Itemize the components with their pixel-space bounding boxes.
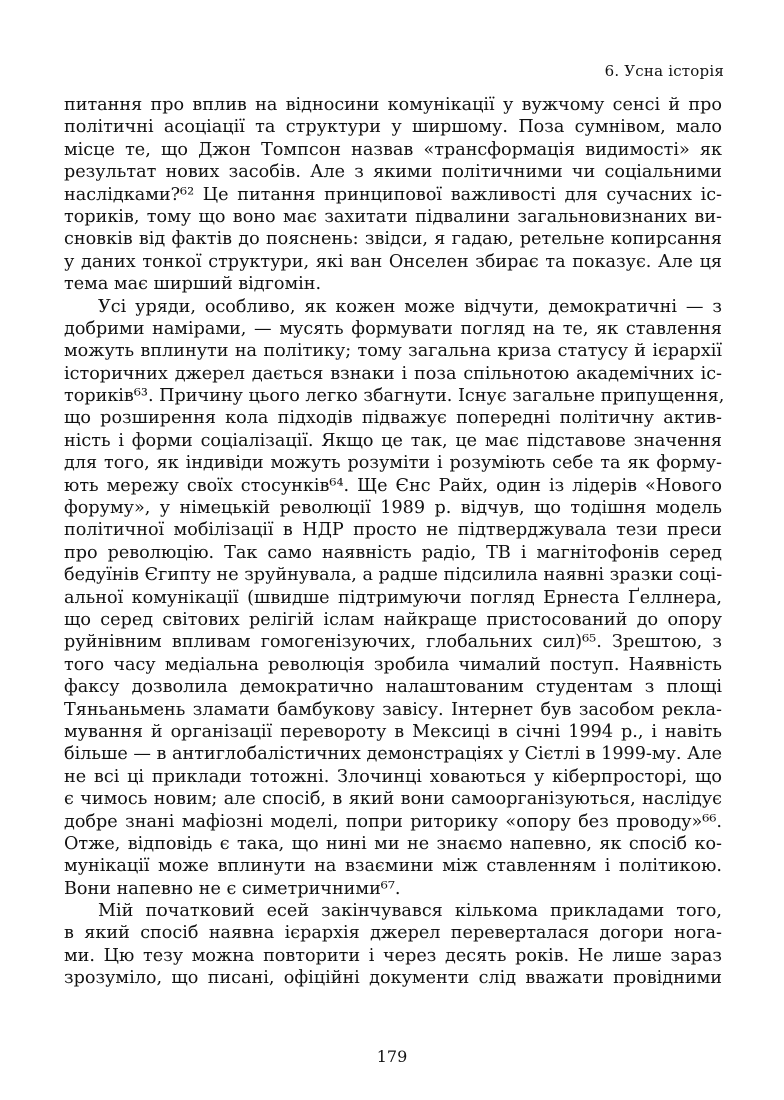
text-line: питання про вплив на відносини комунікації у вужчому сенсі й про (64, 95, 722, 115)
text-line: руйнівним впливам гомогенізуючих, глобальних сил)⁶⁵. Зрештою, з (64, 632, 722, 653)
text-line: альної комунікації (швидше підтримуючи погляд Ернеста Ґеллнера, (64, 587, 722, 608)
text-line: в який спосіб наявна ієрархія джерел переверталася догори нога- (64, 923, 722, 944)
text-line: політичні асоціації та структури у ширшому. Поза сумнівом, мало (64, 117, 722, 138)
text-line: ність і форми соціалізації. Якщо це так, це має підставове значення (64, 430, 722, 451)
text-line: мунікації може вплинути на взаємини між ставленням і політикою. (64, 856, 722, 877)
text-line: можуть вплинути на політику; тому загальна криза статусу й ієрархії (64, 341, 722, 362)
text-line: Вони напевно не є симетричними⁶⁷. (64, 878, 401, 899)
text-line: того часу медіальна революція зробила чималий поступ. Наявність (64, 654, 722, 675)
text-line: Усі уряди, особливо, як кожен може відчути, демократичні — з (98, 296, 722, 317)
text-line: добрими намірами, — мусять формувати погляд на те, як ставлення (64, 318, 722, 339)
text-line: не всі ці приклади тотожні. Злочинці ховаються у кіберпросторі, що (64, 766, 722, 787)
text-line: Мій початковий есей закінчувався кількома прикладами того, (98, 901, 722, 922)
paragraph (64, 94, 722, 296)
text-line: бедуїнів Єгипту не зруйнувала, а радше підсилила наявні зразки соці- (64, 565, 723, 586)
text-line: мування й організації перевороту в Мексиці в січні 1994 р., і навіть (64, 721, 722, 742)
text-line: форуму», у німецькій революції 1989 р. відчув, що тодішня модель (64, 498, 722, 519)
body-text (64, 94, 725, 990)
text-line: добре знані мафіозні моделі, попри риторику «опору без проводу»⁶⁶. (64, 811, 722, 832)
text-line: зрозуміло, що писані, офіційні документи слід вважати провідними (64, 968, 722, 989)
text-line: Тяньаньмень зламати бамбукову завісу. Інтернет був засобом рекла- (64, 699, 722, 720)
text-line: Отже, відповідь є така, що нині ми не знаємо напевно, як спосіб ко- (64, 833, 722, 854)
text-line: ють мережу своїх стосунків⁶⁴. Ще Єнс Райх, один із лідерів «Нового (64, 475, 722, 496)
text-line: факсу дозволила демократично налаштованим студентам з площі (64, 677, 722, 698)
paragraph (64, 296, 725, 901)
text-line: ториків, тому що воно має захитати підвалини загальновизнаних ви- (64, 206, 722, 227)
text-line: є чимось новим; але спосіб, в який вони самоорганізуються, наслідує (64, 789, 722, 810)
text-line: результат нових засобів. Але з якими політичними чи соціальними (64, 162, 722, 183)
text-line: місце те, що Джон Томпсон назвав «трансформація видимості» як (64, 139, 722, 160)
running-head: 6. Усна історія (604, 62, 724, 80)
text-line: історичних джерел дається взнаки і поза спільнотою академічних іс- (64, 363, 722, 384)
text-line: ториків⁶³. Причину цього легко збагнути. Існує загальне припущення, (64, 386, 725, 407)
text-line: ми. Цю тезу можна повторити і через десять років. Не лише зараз (64, 945, 722, 966)
text-line: що серед світових релігій іслам найкраще пристосований до опору (64, 609, 722, 630)
paragraph (64, 900, 722, 990)
text-line: що розширення кола підходів підважує попередні політичну актив- (64, 408, 722, 429)
text-line: більше — в антиглобалістичних демонстраціях у Сієтлі в 1999-му. Але (64, 744, 722, 765)
text-line: наслідками?⁶² Це питання принципової важливості для сучасних іс- (64, 184, 722, 205)
text-line: політичної мобілізації в НДР просто не підтверджувала тези преси (64, 520, 722, 541)
text-line: для того, як індивіди можуть розуміти і розуміють себе та як форму- (64, 453, 722, 474)
text-line: сновків від фактів до пояснень: звідси, я гадаю, ретельне копирсання (64, 229, 722, 250)
text-line: у даних тонкої структури, які ван Онселен збирає та показує. Але ця (64, 251, 722, 272)
page-number: 179 (376, 1047, 408, 1066)
text-line: про революцію. Так само наявність радіо, ТВ і магнітофонів серед (64, 542, 722, 563)
text-line: тема має ширший відгомін. (64, 274, 322, 295)
